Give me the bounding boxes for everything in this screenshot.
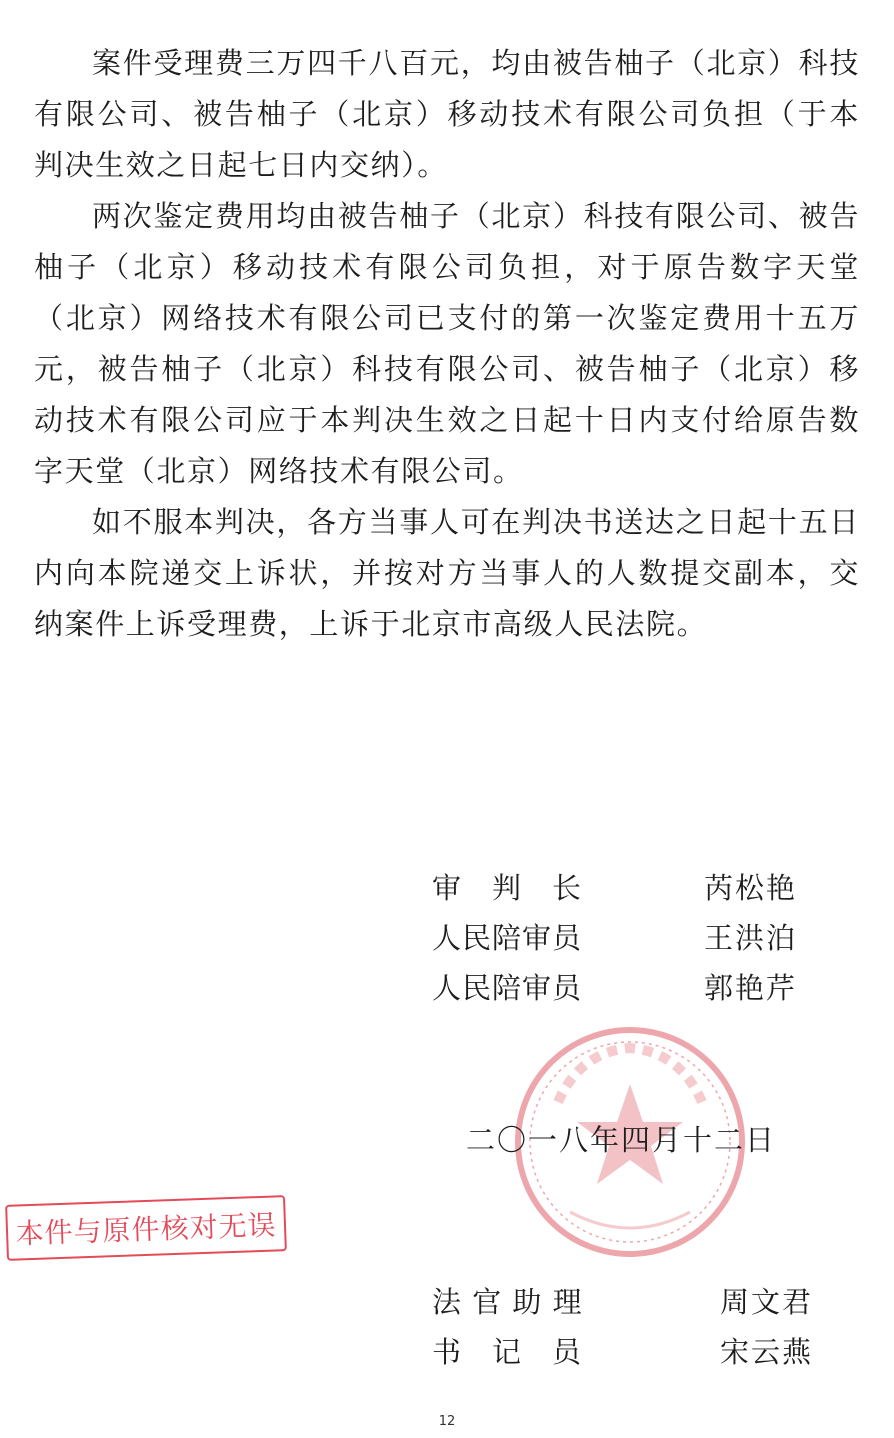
signature-name: 王洪泊 bbox=[704, 921, 798, 955]
paragraph-appraisal-fee: 两次鉴定费用均由被告柚子（北京）科技有限公司、被告柚子（北京）移动技术有限公司负担，对于原告数字天堂（北京）网络技术有限公司已支付的第一次鉴定费用十五万元，被告柚子（北京）科技有限公司、被告柚子（北京）移动技术有限公司应于本判决生效之日起十日内支付给原告数字天堂（北京）网络技术有限公司。 bbox=[34, 199, 860, 488]
signature-name: 宋云燕 bbox=[720, 1335, 814, 1369]
paragraph-appeal-notice: 如不服本判决，各方当事人可在判决书送达之日起十五日内向本院递交上诉状，并按对方当事人的人数提交副本，交纳案件上诉受理费，上诉于北京市高级人民法院。 bbox=[34, 505, 860, 641]
signature-title: 审 判 长 bbox=[432, 871, 583, 905]
paragraph-court-fee: 案件受理费三万四千八百元，均由被告柚子（北京）科技有限公司、被告柚子（北京）移动技术有限公司负担（于本判决生效之日起七日内交纳）。 bbox=[34, 46, 860, 182]
judgment-body bbox=[34, 38, 860, 650]
signature-name: 郭艳芹 bbox=[704, 971, 798, 1005]
page-number: 12 bbox=[438, 1414, 456, 1429]
signature-title: 书 记 员 bbox=[432, 1335, 583, 1369]
signature-name: 周文君 bbox=[720, 1285, 814, 1319]
signature-title: 法 官 助 理 bbox=[432, 1285, 583, 1319]
signature-name: 芮松艳 bbox=[704, 871, 798, 905]
copy-verified-stamp: 本件与原件核对无误 bbox=[5, 1195, 287, 1261]
signature-title: 人民陪审员 bbox=[432, 921, 583, 955]
signature-title: 人民陪审员 bbox=[432, 971, 583, 1005]
judgment-date: 二〇一八年四月十二日 bbox=[466, 1123, 777, 1157]
